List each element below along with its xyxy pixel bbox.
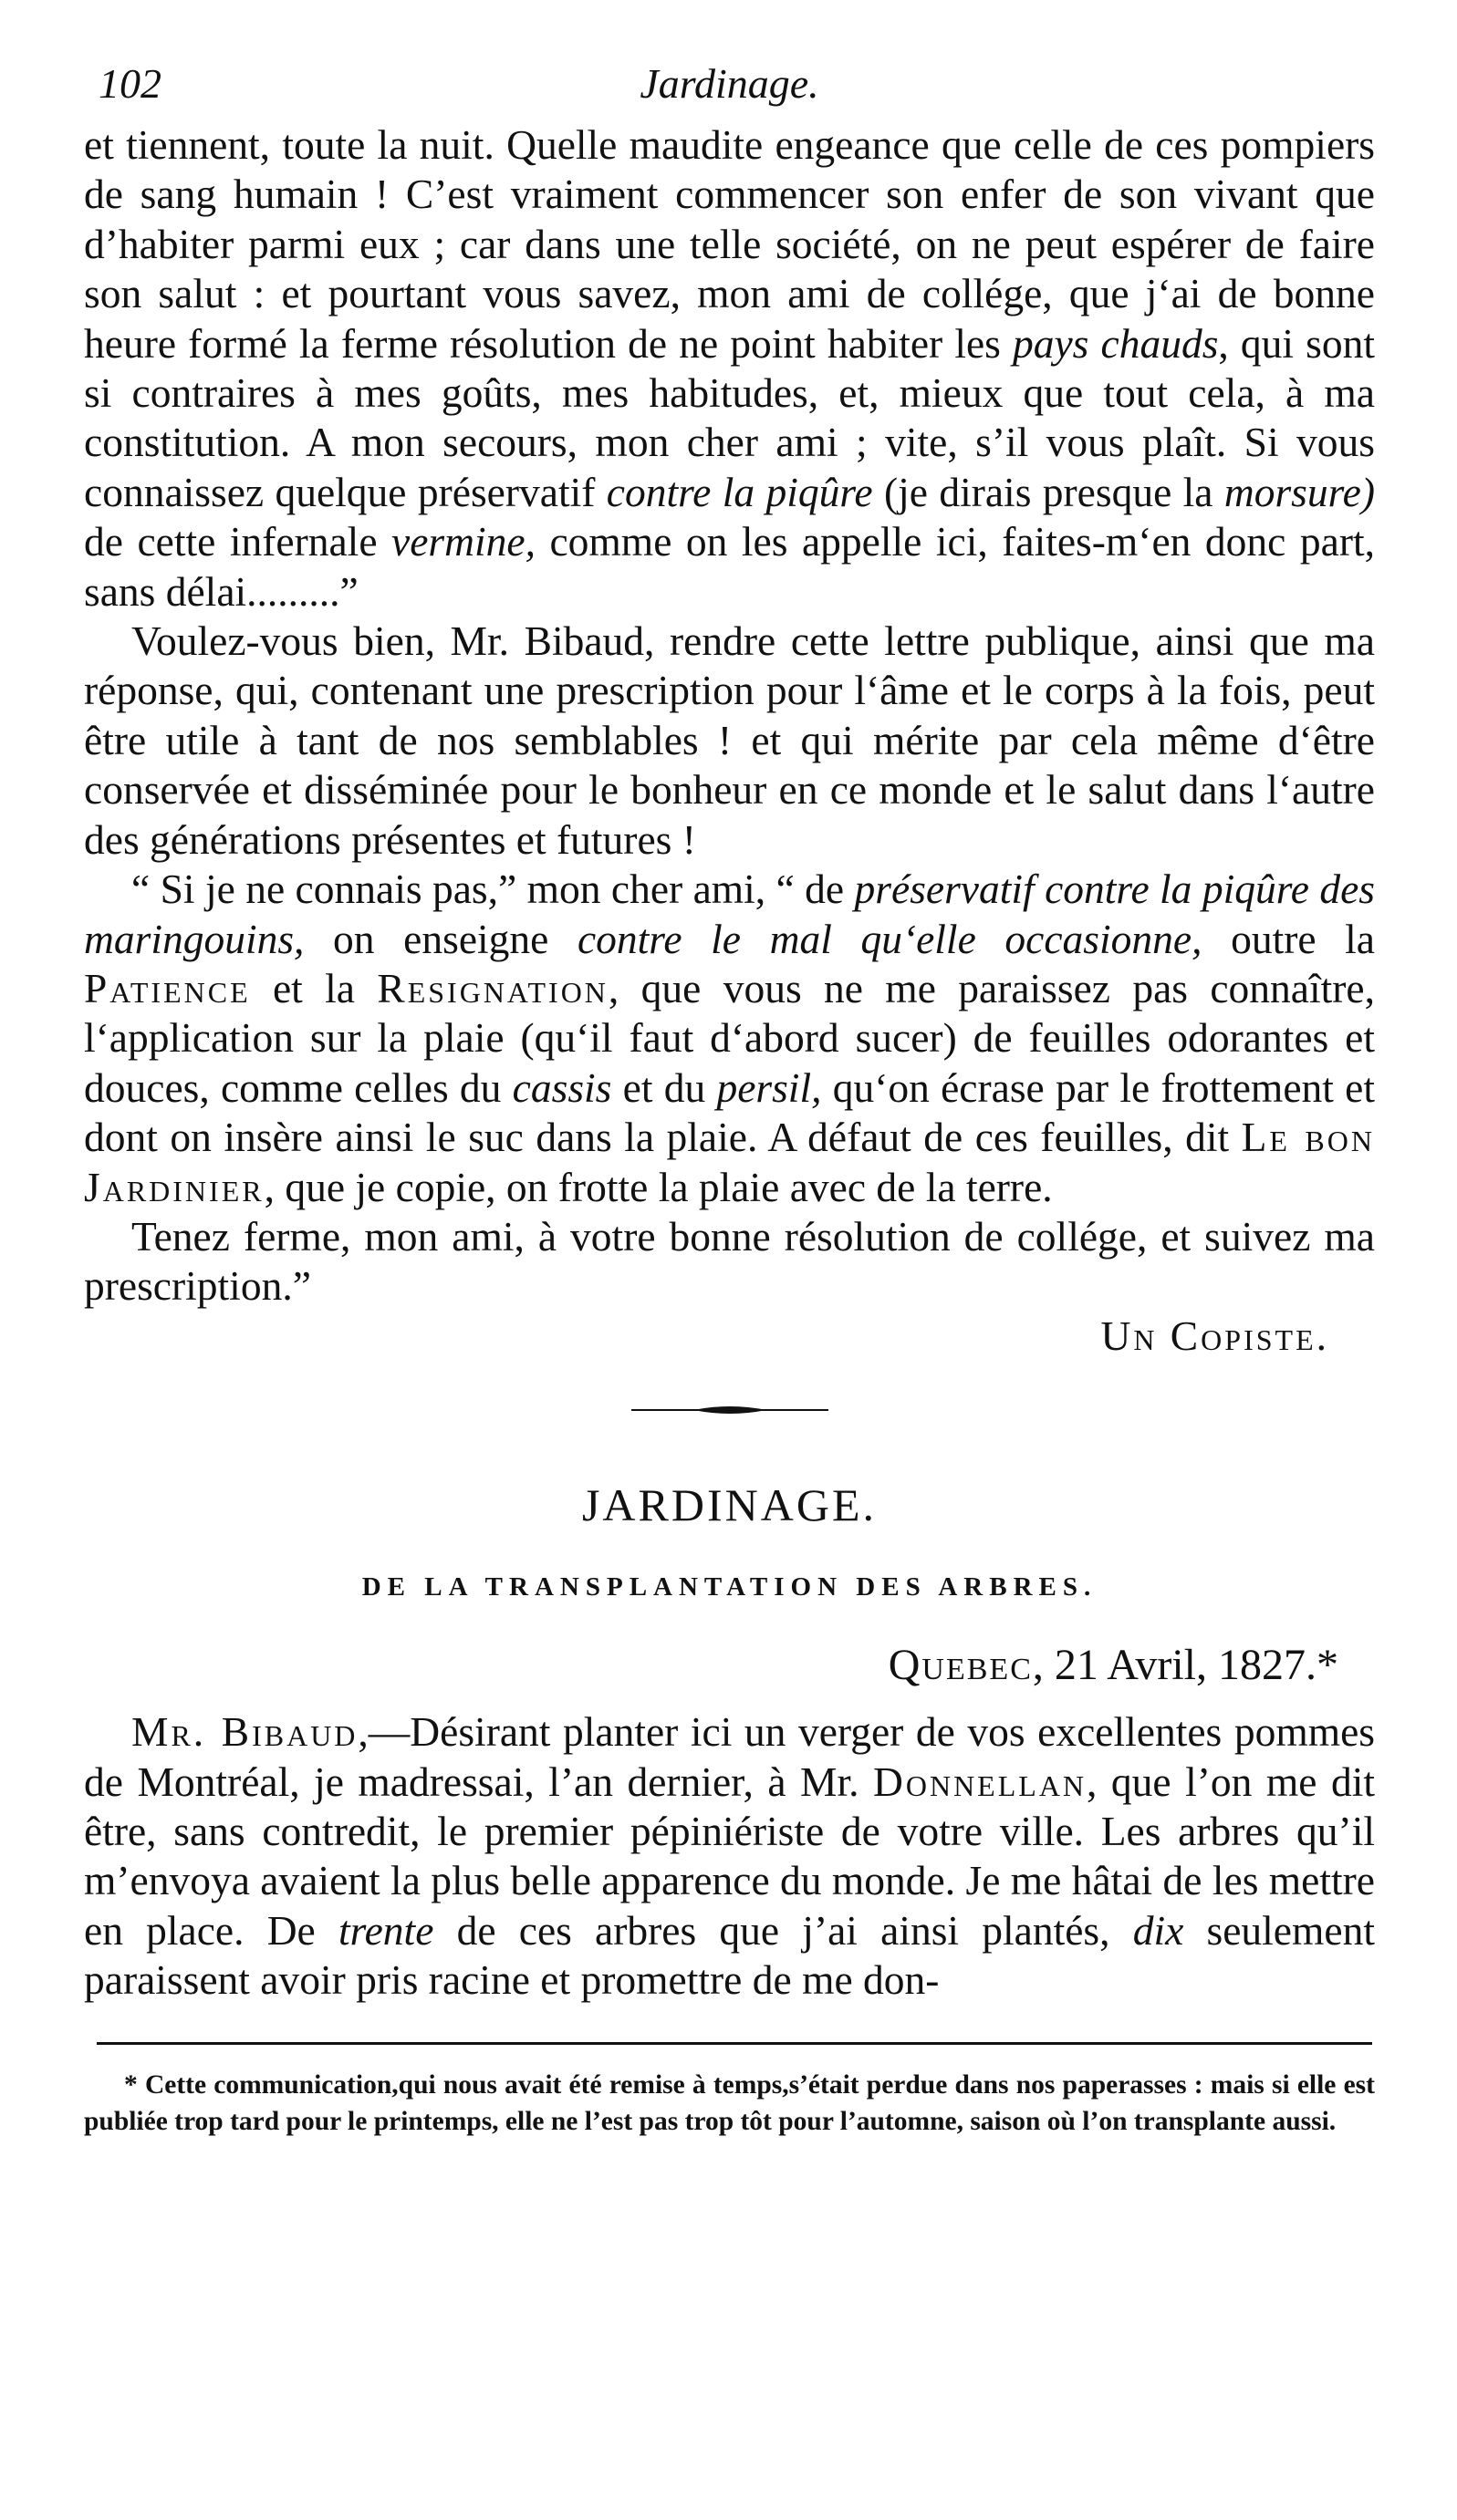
signature-line xyxy=(84,1312,1375,1361)
footnote-marker: * xyxy=(124,2069,138,2100)
signature: Un Copiste. xyxy=(1100,1312,1329,1359)
letter-paragraph-3: “ Si je ne connais pas,” mon cher ami, “ de préservatif contre la piqûre des maringouins, on enseigne contre le mal qu‘elle occasionne, outre la Patience et la Resignation, que vous ne me paraissez pas connaître, l‘application sur la plaie (qu‘il faut d‘abord sucer) de feuilles odorantes et douces, comme celles du cassis et du persil, qu‘on écrase par le frottement et dont on insère ainsi le suc dans la plaie. A défaut de ces feuilles, dit Le bon Jardinier, que je copie, on frotte la plaie avec de la terre. xyxy=(84,866,1376,1210)
letter-text xyxy=(84,120,1375,1361)
running-head xyxy=(84,47,1375,120)
footnote xyxy=(84,2067,1375,2140)
page-number: 102 xyxy=(99,60,161,107)
article-subtitle: DE LA TRANSPLANTATION DES ARBRES. xyxy=(361,1572,1098,1602)
letter-paragraph-4: Tenez ferme, mon ami, à votre bonne résolution de collége, et suivez ma prescription.” xyxy=(84,1212,1375,1310)
running-title: Jardinage. xyxy=(640,60,819,107)
footnote-text: Cette communication,qui nous avait été remise à temps,s’était perdue dans nos paperasses : mais si elle est publiée trop tard pour le printemps, elle ne l’est pas trop tôt pour l’automne, saison où l’on transplante aussi. xyxy=(84,2069,1375,2136)
letter-paragraph-1: et tiennent, toute la nuit. Quelle maudite engeance que celle de ces pompiers de sang humain ! C’est vraiment commencer son enfer de son vivant que d’habiter parmi eux ; car dans une telle société, on ne peut espérer de faire son salut : et pourtant vous savez, mon ami de collége, que j‘ai de bonne heure formé la ferme résolution de ne point habiter les pays chauds, qui sont si contraires à mes goûts, mes habitudes, et, mieux que tout cela, à ma constitution. A mon secours, mon cher ami ; vite, s’il vous plaît. Si vous connaissez quelque préservatif contre la piqûre (je dirais presque la morsure) de cette infernale vermine, comme on les appelle ici, faites-m‘en donc part, sans délai.........” xyxy=(84,121,1375,615)
footnote-rule xyxy=(97,2042,1372,2045)
dateline: Quebec, 21 Avril, 1827.* xyxy=(888,1641,1338,1690)
section-divider-ornament xyxy=(84,1361,1375,1459)
letter-paragraph-2: Voulez-vous bien, Mr. Bibaud, rendre cette lettre publique, ainsi que ma réponse, qui, contenant une prescription pour l‘âme et le corps à la fois, peut être utile à tant de nos semblables ! et qui mérite par cela même d‘être conservée et disséminée pour le bonheur en ce monde et le salut dans l‘autre des générations présentes et futures ! xyxy=(84,617,1375,863)
article-title: JARDINAGE. xyxy=(581,1479,878,1531)
article-paragraph: Mr. Bibaud,—Désirant planter ici un verger de vos excellentes pommes de Montréal, je madressai, l’an dernier, à Mr. Donnellan, que l’on me dit être, sans contredit, le premier pépiniériste de votre ville. Les arbres qu’il m’envoya avaient la plus belle apparence du monde. Je me hâtai de les mettre en place. De trente de ces arbres que j’ai ainsi plantés, dix seulement paraissent avoir pris racine et promettre de me don- xyxy=(84,1708,1376,2004)
article-text xyxy=(84,1707,1375,2005)
ornament-rule-icon xyxy=(630,1403,830,1417)
